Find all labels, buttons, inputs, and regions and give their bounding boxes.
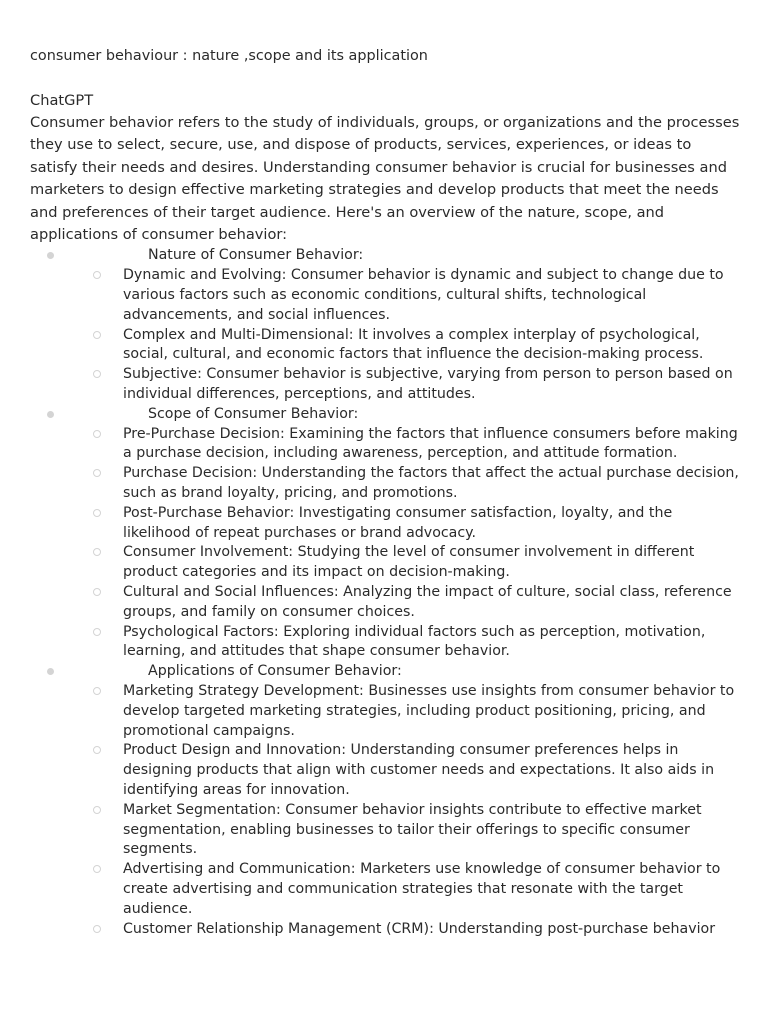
list-item-text: Marketing Strategy Development: Businesses use insights from consumer behavior to develop targeted marketing strategies, including product positioning, pricing, and promotional campaigns. — [123, 682, 735, 739]
bullet-circle-icon — [93, 271, 101, 279]
list-item — [30, 464, 742, 504]
intro-paragraph: Consumer behavior refers to the study of individuals, groups, or organizations and the processes they use to select, secure, use, and dispose of products, services, experiences, or ideas to satisfy their needs and desires. Understanding consumer behavior is crucial for businesses and marketers to design effective marketing strategies and develop products that meet the needs and preferences of their target audience. Here's an overview of the nature, scope, and applications of consumer behavior: — [30, 114, 740, 244]
list-item — [30, 920, 742, 940]
list-item — [30, 425, 742, 465]
bullet-circle-icon — [93, 746, 101, 754]
list-item — [30, 860, 742, 919]
user-question: consumer behaviour : nature ,scope and its application — [30, 48, 428, 64]
bullet-circle-icon — [93, 469, 101, 477]
item-list — [30, 682, 742, 939]
list-item-text: Psychological Factors: Exploring individual factors such as perception, motivation, learning, and attitudes that shape consumer behavior. — [123, 623, 706, 660]
list-item — [30, 365, 742, 405]
list-item-text: Purchase Decision: Understanding the factors that affect the actual purchase decision, such as brand loyalty, pricing, and promotions. — [123, 465, 739, 501]
list-item — [30, 801, 742, 860]
list-item — [30, 741, 742, 800]
list-item — [30, 543, 742, 583]
bullet-circle-icon — [93, 430, 101, 438]
section-heading: Nature of Consumer Behavior: — [148, 247, 364, 264]
list-item — [30, 504, 742, 544]
list-item — [30, 266, 742, 325]
section-heading: Applications of Consumer Behavior: — [148, 663, 402, 680]
list-item-text: Post-Purchase Behavior: Investigating consumer satisfaction, loyalty, and the likelihood of repeat purchases or brand advocacy. — [123, 504, 673, 541]
list-item — [30, 583, 742, 623]
bullet-circle-icon — [93, 370, 101, 378]
list-item — [30, 682, 742, 741]
section-list — [30, 246, 742, 939]
bullet-circle-icon — [93, 925, 101, 933]
list-item — [30, 623, 742, 663]
list-item — [30, 326, 742, 366]
list-item-text: Complex and Multi-Dimensional: It involves a complex interplay of psychological, social, cultural, and economic factors that influence the decision-making process. — [123, 326, 704, 363]
item-list — [30, 266, 742, 405]
item-list — [30, 425, 742, 663]
section-applications — [30, 662, 742, 939]
assistant-name: ChatGPT — [30, 92, 94, 109]
list-item-text: Cultural and Social Influences: Analyzing the impact of culture, social class, reference groups, and family on consumer choices. — [123, 583, 732, 620]
list-item-text: Dynamic and Evolving: Consumer behavior is dynamic and subject to change due to various factors such as economic conditions, cultural shifts, technological advancements, and social influences. — [123, 267, 724, 323]
section-nature — [30, 246, 742, 404]
bullet-circle-icon — [93, 687, 101, 695]
bullet-dot-icon — [47, 411, 54, 418]
bullet-circle-icon — [93, 806, 101, 814]
bullet-circle-icon — [93, 588, 101, 596]
list-item-text: Market Segmentation: Consumer behavior insights contribute to effective market segmentation, enabling businesses to tailor their offerings to specific consumer segments. — [123, 801, 702, 858]
list-item-text: Product Design and Innovation: Understanding consumer preferences helps in designing products that align with customer needs and expectations. It also aids in identifying areas for innovation. — [123, 742, 715, 798]
list-item-text: Customer Relationship Management (CRM): Understanding post-purchase behavior — [123, 920, 716, 937]
document-page — [30, 44, 742, 939]
bullet-circle-icon — [93, 628, 101, 636]
section-scope — [30, 405, 742, 662]
section-heading: Scope of Consumer Behavior: — [148, 405, 359, 422]
list-item-text: Pre-Purchase Decision: Examining the factors that influence consumers before making a purchase decision, including awareness, perception, and attitude formation. — [123, 425, 738, 462]
bullet-circle-icon — [93, 865, 101, 873]
bullet-circle-icon — [93, 331, 101, 339]
list-item-text: Advertising and Communication: Marketers use knowledge of consumer behavior to create advertising and communication strategies that resonate with the target audience. — [123, 861, 721, 917]
list-item-text: Subjective: Consumer behavior is subjective, varying from person to person based on individual differences, perceptions, and attitudes. — [123, 366, 733, 403]
list-item-text: Consumer Involvement: Studying the level of consumer involvement in different product categories and its impact on decision-making. — [123, 544, 695, 581]
bullet-circle-icon — [93, 509, 101, 517]
bullet-circle-icon — [93, 548, 101, 556]
